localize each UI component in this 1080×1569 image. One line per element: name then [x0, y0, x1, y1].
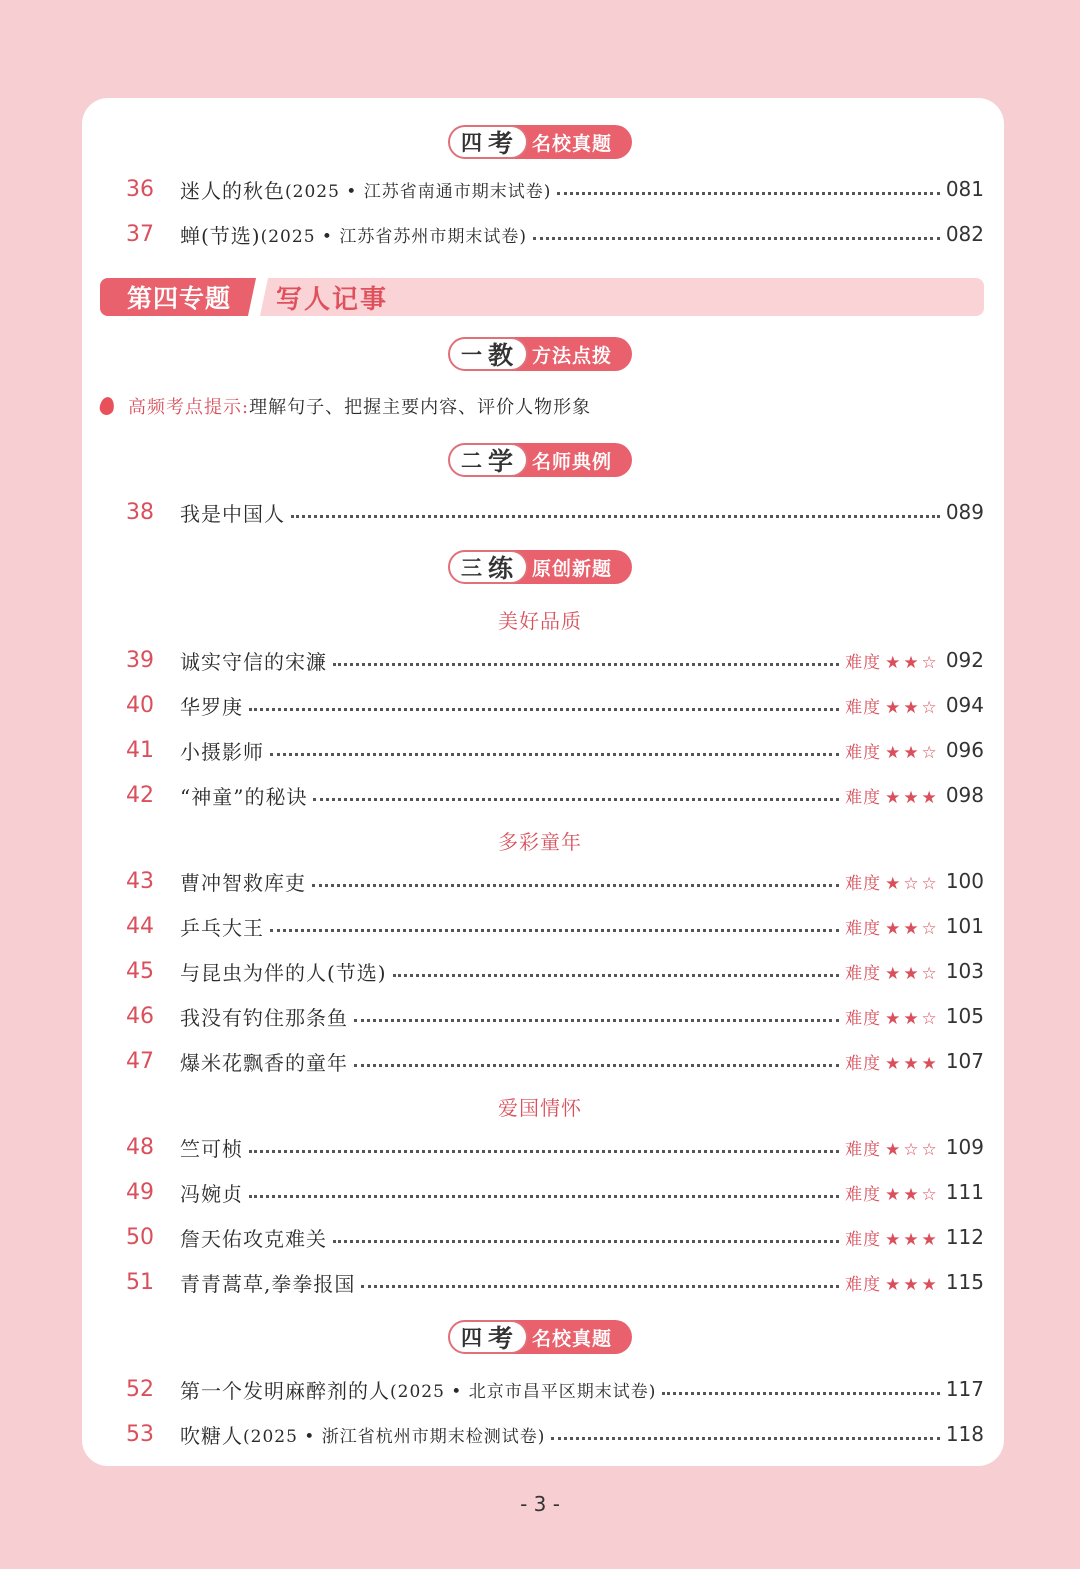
star-icons: ★★☆: [885, 1184, 940, 1205]
difficulty-rating: 难度 ★★★: [845, 1053, 940, 1074]
section-badge-kao: [448, 123, 638, 161]
entry-number: 52: [126, 1376, 154, 1402]
entry-page: 109: [945, 1135, 984, 1159]
section-heading: 美好品质: [498, 609, 582, 633]
entry-page: 117: [945, 1377, 984, 1401]
toc-entry[interactable]: [126, 1418, 984, 1450]
entry-title: 第一个发明麻醉剂的人: [180, 1378, 390, 1403]
star-icons: ★★☆: [885, 742, 940, 763]
badge-pill: 二 学: [448, 443, 528, 477]
entry-title: 迷人的秋色: [180, 178, 285, 203]
entry-number: 41: [126, 737, 154, 763]
toc-entry[interactable]: [126, 1176, 984, 1208]
section-heading: 多彩童年: [498, 830, 582, 854]
difficulty-rating: 难度 ★☆☆: [845, 873, 940, 894]
difficulty-rating: 难度 ★★★: [845, 1229, 940, 1250]
entry-page: 082: [945, 222, 984, 246]
leader-dots: [270, 929, 839, 932]
leader-dots: [291, 515, 940, 518]
difficulty-rating: 难度 ★★☆: [845, 918, 940, 939]
difficulty-rating: 难度 ★★☆: [845, 1008, 940, 1029]
star-icons: ★★☆: [885, 963, 940, 984]
entry-title: 与昆虫为伴的人(节选): [180, 960, 387, 985]
difficulty-rating: 难度 ★★☆: [845, 742, 940, 763]
leader-dots: [361, 1285, 839, 1288]
leader-dots: [249, 1150, 839, 1153]
toc-entry[interactable]: [126, 1045, 984, 1077]
entry-number: 38: [126, 499, 154, 525]
hint-line: [100, 392, 591, 420]
entry-source: (2025 • 江苏省南通市期末试卷): [285, 181, 552, 202]
toc-entry[interactable]: [126, 734, 984, 766]
difficulty-rating: 难度 ★☆☆: [845, 1139, 940, 1160]
topic-label: 第四专题: [100, 278, 258, 316]
difficulty-rating: 难度 ★★★: [845, 787, 940, 808]
leader-dots: [249, 1195, 839, 1198]
leader-dots: [354, 1019, 839, 1022]
entry-page: 111: [945, 1180, 984, 1204]
badge-tag: 原创新题: [508, 550, 632, 584]
badge-pill: 四 考: [448, 1320, 528, 1354]
toc-entry[interactable]: [126, 689, 984, 721]
entry-number: 36: [126, 176, 154, 202]
entry-title: 华罗庚: [180, 694, 243, 719]
hint-text: 理解句子、把握主要内容、评价人物形象: [249, 397, 592, 418]
entry-page: 089: [945, 500, 984, 524]
entry-page: 094: [945, 693, 984, 717]
toc-entry[interactable]: [126, 1266, 984, 1298]
topic-title: 写人记事: [276, 284, 389, 315]
star-icons: ★★★: [885, 1274, 940, 1295]
entry-title: 曹冲智救库吏: [180, 870, 306, 895]
entry-number: 43: [126, 868, 154, 894]
section-heading: 爱国情怀: [498, 1096, 582, 1120]
leader-dots: [393, 974, 839, 977]
badge-pill: 三 练: [448, 550, 528, 584]
difficulty-rating: 难度 ★★☆: [845, 652, 940, 673]
entry-number: 40: [126, 692, 154, 718]
entry-source: (2025 • 浙江省杭州市期末检测试卷): [243, 1426, 546, 1447]
entry-title: 小摄影师: [180, 739, 264, 764]
difficulty-rating: 难度 ★★☆: [845, 1184, 940, 1205]
leader-dots: [249, 708, 839, 711]
section-badge-xue: [448, 441, 638, 479]
entry-number: 50: [126, 1224, 154, 1250]
star-icons: ★★☆: [885, 652, 940, 673]
section-badge-lian: [448, 548, 638, 586]
entry-title: 爆米花飘香的童年: [180, 1050, 348, 1075]
leader-dots: [551, 1437, 939, 1440]
star-icons: ★☆☆: [885, 1139, 940, 1160]
entry-page: 101: [945, 914, 984, 938]
entry-title: 乒乓大王: [180, 915, 264, 940]
star-icons: ★★☆: [885, 1008, 940, 1029]
entry-number: 42: [126, 782, 154, 808]
entry-page: 092: [945, 648, 984, 672]
entry-title: 诚实守信的宋濂: [180, 649, 327, 674]
toc-entry[interactable]: [126, 1131, 984, 1163]
leader-dots: [312, 884, 839, 887]
star-icons: ★★★: [885, 1053, 940, 1074]
entry-page: 098: [945, 783, 984, 807]
entry-number: 47: [126, 1048, 154, 1074]
entry-page: 105: [945, 1004, 984, 1028]
leader-dots: [533, 237, 940, 240]
toc-entry[interactable]: [126, 955, 984, 987]
leader-dots: [270, 753, 839, 756]
entry-title: 蝉(节选): [180, 223, 261, 248]
entry-page: 112: [945, 1225, 984, 1249]
entry-title: 吹糖人: [180, 1423, 243, 1448]
toc-entry[interactable]: [126, 1373, 984, 1405]
entry-page: 118: [945, 1422, 984, 1446]
toc-entry[interactable]: [126, 218, 984, 250]
entry-number: 37: [126, 221, 154, 247]
section-badge-jiao: [448, 335, 638, 373]
flame-icon: [99, 396, 116, 416]
entry-page: 103: [945, 959, 984, 983]
badge-tag: 名师典例: [508, 443, 632, 477]
leader-dots: [333, 1240, 839, 1243]
toc-entry[interactable]: [126, 865, 984, 897]
entry-page: 115: [945, 1270, 984, 1294]
leader-dots: [333, 663, 839, 666]
badge-pill: 四 考: [448, 125, 528, 159]
toc-entry[interactable]: [126, 644, 984, 676]
badge-tag: 名校真题: [508, 125, 632, 159]
entry-title: 竺可桢: [180, 1136, 243, 1161]
star-icons: ★★☆: [885, 697, 940, 718]
star-icons: ★☆☆: [885, 873, 940, 894]
difficulty-rating: 难度 ★★☆: [845, 963, 940, 984]
leader-dots: [557, 192, 939, 195]
entry-number: 45: [126, 958, 154, 984]
leader-dots: [662, 1392, 939, 1395]
entry-number: 49: [126, 1179, 154, 1205]
entry-title: 我没有钓住那条鱼: [180, 1005, 348, 1030]
entry-page: 100: [945, 869, 984, 893]
entry-number: 51: [126, 1269, 154, 1295]
badge-tag: 名校真题: [508, 1320, 632, 1354]
entry-number: 46: [126, 1003, 154, 1029]
entry-number: 48: [126, 1134, 154, 1160]
entry-page: 096: [945, 738, 984, 762]
entry-source: (2025 • 北京市昌平区期末试卷): [390, 1381, 657, 1402]
toc-entry[interactable]: [126, 496, 984, 528]
badge-pill: 一 教: [448, 337, 528, 371]
difficulty-rating: 难度 ★★★: [845, 1274, 940, 1295]
entry-page: 107: [945, 1049, 984, 1073]
star-icons: ★★★: [885, 787, 940, 808]
star-icons: ★★★: [885, 1229, 940, 1250]
toc-entry[interactable]: [126, 779, 984, 811]
entry-title: 冯婉贞: [180, 1181, 243, 1206]
hint-label: 高频考点提示:: [128, 397, 250, 418]
entry-source: (2025 • 江苏省苏州市期末试卷): [260, 226, 527, 247]
entry-number: 39: [126, 647, 154, 673]
entry-number: 44: [126, 913, 154, 939]
page-number: - 3 -: [520, 1492, 560, 1516]
toc-entry[interactable]: [126, 910, 984, 942]
toc-entry[interactable]: [126, 173, 984, 205]
toc-entry[interactable]: [126, 1000, 984, 1032]
leader-dots: [354, 1064, 839, 1067]
entry-number: 53: [126, 1421, 154, 1447]
entry-page: 081: [945, 177, 984, 201]
difficulty-rating: 难度 ★★☆: [845, 697, 940, 718]
badge-tag: 方法点拨: [508, 337, 632, 371]
entry-title: “神童”的秘诀: [180, 784, 308, 809]
section-badge-kao: [448, 1318, 638, 1356]
entry-title: 青青蒿草,拳拳报国: [180, 1271, 356, 1296]
entry-title: 詹天佑攻克难关: [180, 1226, 327, 1251]
toc-entry[interactable]: [126, 1221, 984, 1253]
entry-title: 我是中国人: [180, 501, 285, 526]
star-icons: ★★☆: [885, 918, 940, 939]
leader-dots: [313, 798, 839, 801]
